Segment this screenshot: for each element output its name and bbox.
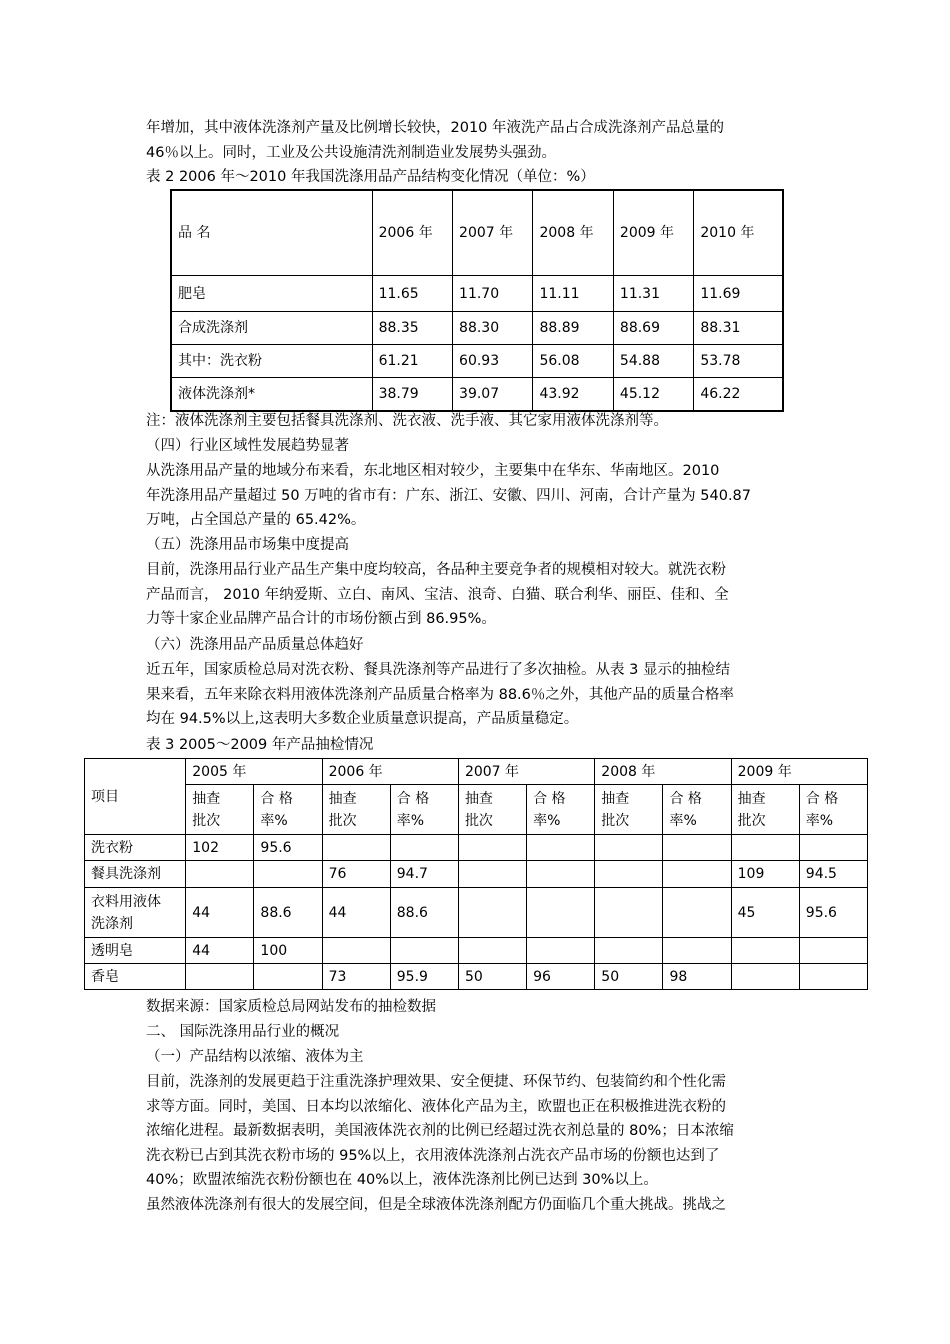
subheader-line: 合 格: [533, 790, 566, 807]
table-cell: 98: [663, 964, 731, 990]
table3-subheader-rate: [663, 785, 731, 835]
paragraph-line: 40%；欧盟浓缩洗衣粉份额也在 40%以上，液体洗涤剂比例已达到 30%以上。: [146, 1172, 658, 1188]
table3-year-header: 2007 年: [458, 759, 594, 785]
table3-subheader-batch: [595, 785, 663, 835]
section5-heading: （五）洗涤用品市场集中度提高: [146, 537, 349, 553]
row-name-line: 衣料用液体: [91, 893, 161, 910]
table-cell: [322, 835, 390, 861]
table3-year-row: [85, 759, 868, 785]
table-cell: [731, 938, 799, 964]
table-cell: 88.6: [390, 888, 458, 938]
paragraph-line: 产品而言， 2010 年纳爱斯、立白、南风、宝洁、浪奇、白猫、联合利华、丽臣、佳和、全: [146, 586, 729, 603]
table-cell: [663, 835, 731, 861]
table-cell: [663, 861, 731, 888]
table-cell: 88.69: [613, 312, 693, 345]
table-row: [171, 345, 783, 378]
table2-header-cell: 2008 年: [533, 190, 613, 276]
paragraph-line: 果来看，五年来除衣料用液体洗涤剂产品质量合格率为 88.6％之外，其他产品的质量合格率: [146, 686, 734, 703]
table3-year-header: 2006 年: [322, 759, 458, 785]
table-cell: [458, 938, 526, 964]
table3-row-name: 餐具洗涤剂: [85, 861, 186, 888]
paragraph-line: 力等十家企业品牌产品合计的市场份额占到 86.95%。: [146, 611, 496, 627]
section4-heading: （四）行业区域性发展趋势显著: [146, 438, 349, 454]
intro-line: 46％以上。同时，工业及公共设施清洗剂制造业发展势头强劲。: [146, 144, 556, 161]
table-cell: 56.08: [533, 345, 613, 378]
table3-year-header: 2009 年: [731, 759, 867, 785]
table-cell: 11.31: [613, 276, 693, 312]
table-cell: [254, 964, 322, 990]
table-cell: 44: [322, 888, 390, 938]
subheader-line: 批次: [328, 812, 357, 829]
table-cell: [186, 861, 254, 888]
table-cell: 53.78: [694, 345, 783, 378]
table-cell: [527, 835, 595, 861]
table-cell: 109: [731, 861, 799, 888]
paragraph-line: 年洗涤用品产量超过 50 万吨的省市有：广东、浙江、安徽、四川、河南，合计产量为 540.87: [146, 487, 752, 504]
subheader-line: 合 格: [396, 790, 430, 807]
table-cell: 100: [254, 938, 322, 964]
table-cell: [527, 938, 595, 964]
paragraph-line: 目前，洗涤用品行业产品生产集中度均较高，各品种主要竞争者的规模相对较大。就洗衣粉: [146, 562, 726, 578]
table3-subheader-batch: [322, 785, 390, 835]
table3-row-name: 透明皂: [85, 938, 186, 964]
table-cell: 61.21: [372, 345, 452, 378]
table-cell: 50: [458, 964, 526, 990]
table2-note: 注：液体洗涤剂主要包括餐具洗涤剂、洗衣液、洗手液、其它家用液体洗涤剂等。: [146, 413, 668, 429]
part2-paragraph: [146, 1070, 810, 1217]
paragraph-line: 洗衣粉已占到其洗衣粉市场的 95%以上，衣用液体洗涤剂占洗衣产品市场的份额也达到了: [146, 1147, 720, 1164]
subheader-line: 率%: [260, 812, 288, 829]
table-cell: 95.6: [254, 835, 322, 861]
subheader-line: 率%: [669, 812, 697, 829]
table2-header-cell: 2006 年: [372, 190, 452, 276]
row-name-line: 洗涤剂: [91, 915, 133, 932]
table3-caption: 表 3 2005～2009 年产品抽检情况: [146, 737, 374, 753]
subheader-line: 率%: [805, 812, 834, 829]
table3-year-header: 2005 年: [186, 759, 322, 785]
table-cell: 88.30: [453, 312, 533, 345]
table-cell: [186, 964, 254, 990]
table-cell: 102: [186, 835, 254, 861]
table-cell: [458, 888, 526, 938]
table-cell: [799, 835, 867, 861]
table-row: [85, 938, 868, 964]
table3: [84, 758, 868, 990]
table-cell: 73: [322, 964, 390, 990]
subheader-line: 批次: [737, 812, 766, 829]
table-cell: 合成洗涤剂: [171, 312, 372, 345]
table-cell: 11.65: [372, 276, 452, 312]
table-cell: 其中：洗衣粉: [171, 345, 372, 378]
table3-row-name: [85, 888, 186, 938]
table-cell: [595, 938, 663, 964]
table-cell: [663, 938, 731, 964]
table3-subheader-rate: [390, 785, 458, 835]
table-cell: 45.12: [613, 378, 693, 412]
part2-subheading: （一）产品结构以浓缩、液体为主: [146, 1049, 364, 1065]
paragraph-line: 万吨，占全国总产量的 65.42%。: [146, 512, 366, 528]
table-cell: [458, 861, 526, 888]
table-cell: [731, 835, 799, 861]
section5-paragraph: [146, 558, 810, 632]
table-cell: [595, 835, 663, 861]
table-row: [171, 312, 783, 345]
table-cell: 39.07: [453, 378, 533, 412]
table-cell: 54.88: [613, 345, 693, 378]
paragraph-line: 虽然液体洗涤剂有很大的发展空间，但是全球液体洗涤剂配方仍面临几个重大挑战。挑战之: [146, 1196, 726, 1213]
table-cell: [595, 861, 663, 888]
table2-header-cell: 2009 年: [613, 190, 693, 276]
subheader-line: 合 格: [669, 790, 702, 807]
table2-header-cell: 品 名: [171, 190, 372, 276]
subheader-line: 抽查: [464, 790, 493, 807]
paragraph-line: 求等方面。同时，美国、日本均以浓缩化、液体化产品为主，欧盟也正在积极推进洗衣粉的: [146, 1098, 726, 1115]
table-cell: 95.9: [390, 964, 458, 990]
table-cell: [663, 888, 731, 938]
table-cell: 液体洗涤剂*: [171, 378, 372, 412]
table-row: [85, 888, 868, 938]
table-cell: 95.6: [799, 888, 867, 938]
table3-subheader-row: [85, 785, 868, 835]
subheader-line: 批次: [464, 812, 493, 829]
table3-subheader-batch: [186, 785, 254, 835]
table3-source: 数据来源：国家质检总局网站发布的抽检数据: [146, 999, 436, 1015]
paragraph-line: 浓缩化进程。最新数据表明，美国液体洗衣剂的比例已经超过洗衣剂总量的 80%；日本浓缩: [146, 1123, 734, 1139]
table-cell: 76: [322, 861, 390, 888]
table-cell: 38.79: [372, 378, 452, 412]
table-cell: 96: [527, 964, 595, 990]
table-cell: 肥皂: [171, 276, 372, 312]
table-row: [171, 276, 783, 312]
subheader-line: 抽查: [737, 790, 766, 807]
table3-subheader-batch: [458, 785, 526, 835]
table3-subheader-rate: [799, 785, 867, 835]
table-cell: [731, 964, 799, 990]
table-cell: [254, 861, 322, 888]
paragraph-line: 目前，洗涤剂的发展更趋于注重洗涤护理效果、安全便捷、环保节约、包装简约和个性化需: [146, 1074, 726, 1090]
table-cell: 94.5: [799, 861, 867, 888]
paragraph-line: 从洗涤用品产量的地域分布来看，东北地区相对较少，主要集中在华东、华南地区。2010: [146, 463, 720, 479]
table3-subheader-rate: [254, 785, 322, 835]
subheader-line: 合 格: [260, 790, 293, 807]
table-cell: [390, 835, 458, 861]
table-cell: [322, 938, 390, 964]
table-row: [85, 964, 868, 990]
table2-header-row: [171, 190, 783, 276]
table-cell: [799, 964, 867, 990]
table-row: [85, 861, 868, 888]
table-cell: 50: [595, 964, 663, 990]
subheader-line: 批次: [601, 812, 630, 829]
subheader-line: 抽查: [601, 790, 630, 807]
table2-caption: 表 2 2006 年～2010 年我国洗涤用品产品结构变化情况（单位：%）: [146, 169, 595, 185]
table-cell: [527, 861, 595, 888]
table3-subheader-batch: [731, 785, 799, 835]
table-cell: 44: [186, 888, 254, 938]
paragraph-line: 均在 94.5%以上,这表明大多数企业质量意识提高，产品质量稳定。: [146, 711, 579, 727]
table-cell: 88.31: [694, 312, 783, 345]
table-cell: 88.35: [372, 312, 452, 345]
table-cell: [527, 888, 595, 938]
table-cell: 11.70: [453, 276, 533, 312]
table-cell: 94.7: [390, 861, 458, 888]
table3-item-header: 项目: [85, 759, 186, 835]
table3-subheader-rate: [527, 785, 595, 835]
intro-paragraph: [146, 116, 810, 165]
subheader-line: 合 格: [805, 790, 839, 807]
section6-heading: （六）洗涤用品产品质量总体趋好: [146, 637, 364, 653]
table-cell: 46.22: [694, 378, 783, 412]
subheader-line: 抽查: [192, 790, 221, 807]
table-cell: 11.69: [694, 276, 783, 312]
subheader-line: 批次: [192, 812, 221, 829]
table-cell: 88.6: [254, 888, 322, 938]
table-cell: [799, 938, 867, 964]
section4-paragraph: [146, 459, 810, 533]
table2-header-cell: 2010 年: [694, 190, 783, 276]
table3-row-name: 洗衣粉: [85, 835, 186, 861]
table-row: [85, 835, 868, 861]
table3-row-name: 香皂: [85, 964, 186, 990]
table-row: [171, 378, 783, 412]
section6-paragraph: [146, 658, 810, 732]
table2: [170, 189, 784, 412]
subheader-line: 率%: [533, 812, 561, 829]
table-cell: [595, 888, 663, 938]
table-cell: 88.89: [533, 312, 613, 345]
intro-line: 年增加，其中液体洗涤剂产量及比例增长较快，2010 年液洗产品占合成洗涤剂产品总量的: [146, 120, 725, 136]
table3-year-header: 2008 年: [595, 759, 731, 785]
subheader-line: 率%: [396, 812, 425, 829]
part2-heading: 二、 国际洗涤用品行业的概况: [146, 1024, 340, 1040]
table-cell: 60.93: [453, 345, 533, 378]
table-cell: 11.11: [533, 276, 613, 312]
table-cell: 44: [186, 938, 254, 964]
table-cell: [390, 938, 458, 964]
table2-header-cell: 2007 年: [453, 190, 533, 276]
table-cell: [458, 835, 526, 861]
table-cell: 45: [731, 888, 799, 938]
table-cell: 43.92: [533, 378, 613, 412]
subheader-line: 抽查: [328, 790, 357, 807]
paragraph-line: 近五年，国家质检总局对洗衣粉、餐具洗涤剂等产品进行了多次抽检。从表 3 显示的抽检结: [146, 662, 730, 678]
